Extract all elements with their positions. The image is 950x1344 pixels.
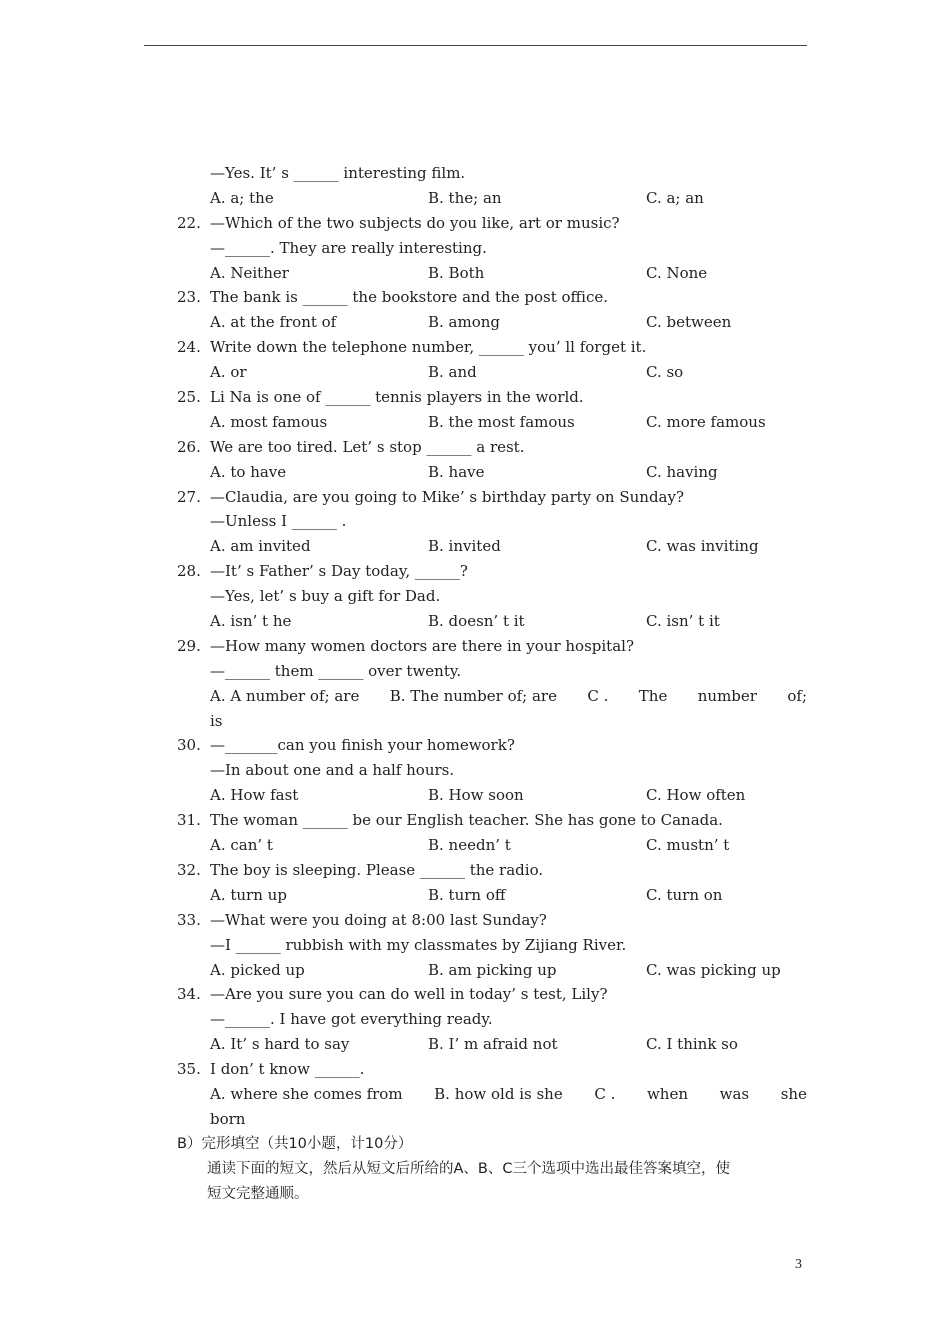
options-line — [0, 609, 950, 634]
option-c: C. was inviting — [646, 537, 759, 556]
question-text: I don’ t know ______. — [210, 1060, 365, 1079]
question-line — [0, 485, 950, 510]
option-b: B. among — [428, 313, 501, 332]
option-a: A. picked up — [210, 960, 305, 979]
option-a: A. isn’ t he — [210, 612, 292, 631]
option-a: A. turn up — [210, 885, 287, 904]
option-b: B. needn’ t — [428, 836, 511, 855]
question-number: 30. — [177, 736, 201, 755]
question-number: 34. — [177, 985, 201, 1004]
option-b: B. the; an — [428, 188, 502, 207]
question-number: 26. — [177, 437, 201, 456]
option-c: C. so — [646, 363, 684, 382]
options-line — [0, 310, 950, 335]
question-text: —Are you sure you can do well in today’ s test, Lily? — [210, 985, 608, 1004]
options-line — [0, 460, 950, 485]
section-b-instructions: 通读下面的短文，然后从短文后所给的A、B、C三个选项中选出最佳答案填空，使 — [207, 1160, 730, 1177]
options-line — [0, 261, 950, 286]
option-b: B. doesn’ t it — [428, 612, 525, 631]
options-line — [0, 534, 950, 559]
option-segment: B. how old is she — [434, 1084, 563, 1103]
question-text: The bank is ______ the bookstore and the post office. — [210, 288, 609, 307]
question-line — [0, 808, 950, 833]
question-line — [0, 285, 950, 310]
question-number: 31. — [177, 811, 201, 830]
option-c: C. having — [646, 462, 718, 481]
option-b: B. How soon — [428, 786, 524, 805]
question-text: —In about one and a half hours. — [210, 761, 455, 780]
options-line — [0, 360, 950, 385]
question-number: 29. — [177, 636, 201, 655]
options-line — [0, 684, 950, 709]
question-text: —What were you doing at 8:00 last Sunday? — [210, 910, 547, 929]
option-c: C. turn on — [646, 885, 723, 904]
question-text: We are too tired. Let’ s stop ______ a rest. — [210, 437, 525, 456]
question-line — [0, 385, 950, 410]
question-text: —______ them ______ over twenty. — [210, 661, 462, 680]
option-b: B. I’ m afraid not — [428, 1035, 558, 1054]
option-segment: of; — [787, 686, 807, 705]
page-number: 3 — [795, 1257, 802, 1272]
options-line — [0, 833, 950, 858]
option-segment: C . — [594, 1084, 616, 1103]
question-number: 32. — [177, 860, 201, 879]
option-segment: C . — [587, 686, 609, 705]
question-text: —______. They are really interesting. — [210, 238, 487, 257]
question-line — [0, 908, 950, 933]
question-line — [0, 236, 950, 261]
options-line — [0, 1032, 950, 1057]
options-line — [0, 1082, 950, 1107]
question-text: Write down the telephone number, ______ you’ ll forget it. — [210, 338, 647, 357]
options-line — [0, 883, 950, 908]
option-c: C. was picking up — [646, 960, 781, 979]
option-b: B. have — [428, 462, 485, 481]
option-wrap: is — [210, 711, 223, 730]
option-b: B. Both — [428, 263, 485, 282]
option-c: C. I think so — [646, 1035, 738, 1054]
question-text: —Claudia, are you going to Mike’ s birthday party on Sunday? — [210, 487, 685, 506]
option-a: A. am invited — [210, 537, 311, 556]
option-segment: she — [780, 1084, 807, 1103]
section-b-instructions-line — [0, 1157, 950, 1182]
question-number: 25. — [177, 388, 201, 407]
question-text: —Yes, let’ s buy a gift for Dad. — [210, 587, 441, 606]
option-a: A. can’ t — [210, 836, 273, 855]
option-b: B. the most famous — [428, 412, 575, 431]
option-segment: when — [646, 1084, 688, 1103]
question-number: 22. — [177, 213, 201, 232]
option-wrap: born — [210, 1109, 246, 1128]
question-text: —Unless I ______ . — [210, 512, 347, 531]
question-line — [0, 634, 950, 659]
question-line — [0, 211, 950, 236]
options-line — [0, 783, 950, 808]
question-line — [0, 335, 950, 360]
question-number: 28. — [177, 562, 201, 581]
question-text: —It’ s Father’ s Day today, ______? — [210, 562, 468, 581]
option-segment: was — [719, 1084, 750, 1103]
options-justified — [210, 1082, 807, 1107]
question-text: The woman ______ be our English teacher. She has gone to Canada. — [210, 811, 723, 830]
option-segment: number — [697, 686, 757, 705]
question-line — [0, 933, 950, 958]
question-text: —______. I have got everything ready. — [210, 1010, 493, 1029]
option-b: B. turn off — [428, 885, 506, 904]
option-c: C. between — [646, 313, 732, 332]
option-a: A. It’ s hard to say — [210, 1035, 350, 1054]
options-wrap-line — [0, 1107, 950, 1132]
option-a: A. most famous — [210, 412, 328, 431]
option-c: C. mustn’ t — [646, 836, 730, 855]
question-line — [0, 1007, 950, 1032]
question-line — [0, 161, 950, 186]
question-number: 27. — [177, 487, 201, 506]
question-text: Li Na is one of ______ tennis players in the world. — [210, 388, 584, 407]
question-number: 23. — [177, 288, 201, 307]
option-c: C. a; an — [646, 188, 704, 207]
question-line — [0, 509, 950, 534]
question-line — [0, 1057, 950, 1082]
option-a: A. a; the — [210, 188, 274, 207]
option-c: C. How often — [646, 786, 746, 805]
question-line — [0, 435, 950, 460]
section-b-instructions: 短文完整通顺。 — [207, 1185, 309, 1202]
option-b: B. and — [428, 363, 477, 382]
question-line — [0, 858, 950, 883]
option-a: A. or — [210, 363, 247, 382]
options-line — [0, 410, 950, 435]
option-segment: The — [638, 686, 668, 705]
question-text: The boy is sleeping. Please ______ the radio. — [210, 860, 544, 879]
question-line — [0, 982, 950, 1007]
question-text: —Which of the two subjects do you like, art or music? — [210, 213, 620, 232]
option-c: C. more famous — [646, 412, 766, 431]
question-line — [0, 659, 950, 684]
question-text: —I ______ rubbish with my classmates by Zijiang River. — [210, 935, 627, 954]
question-line — [0, 733, 950, 758]
option-segment: A. where she comes from — [210, 1084, 403, 1103]
option-b: B. invited — [428, 537, 501, 556]
options-line — [0, 186, 950, 211]
option-c: C. None — [646, 263, 708, 282]
question-text: —How many women doctors are there in your hospital? — [210, 636, 634, 655]
question-line — [0, 559, 950, 584]
options-justified — [210, 684, 807, 709]
option-a: A. How fast — [210, 786, 299, 805]
options-wrap-line — [0, 709, 950, 734]
options-line — [0, 958, 950, 983]
option-c: C. isn’ t it — [646, 612, 720, 631]
option-a: A. to have — [210, 462, 287, 481]
header-rule — [144, 45, 807, 46]
option-segment: A. A number of; are — [210, 686, 360, 705]
option-a: A. Neither — [210, 263, 289, 282]
question-line — [0, 584, 950, 609]
section-b-instructions-line — [0, 1182, 950, 1207]
question-line — [0, 758, 950, 783]
question-list — [0, 161, 950, 1206]
section-b-title-line — [0, 1132, 950, 1157]
question-number: 33. — [177, 910, 201, 929]
option-segment: B. The number of; are — [389, 686, 557, 705]
option-b: B. am picking up — [428, 960, 557, 979]
question-number: 24. — [177, 338, 201, 357]
section-b-title: B）完形填空（共10小题，计10分） — [177, 1135, 413, 1152]
question-number: 35. — [177, 1060, 201, 1079]
question-text: —Yes. It’ s ______ interesting film. — [210, 164, 466, 182]
option-a: A. at the front of — [210, 313, 337, 332]
question-text: —_______can you finish your homework? — [210, 736, 515, 755]
